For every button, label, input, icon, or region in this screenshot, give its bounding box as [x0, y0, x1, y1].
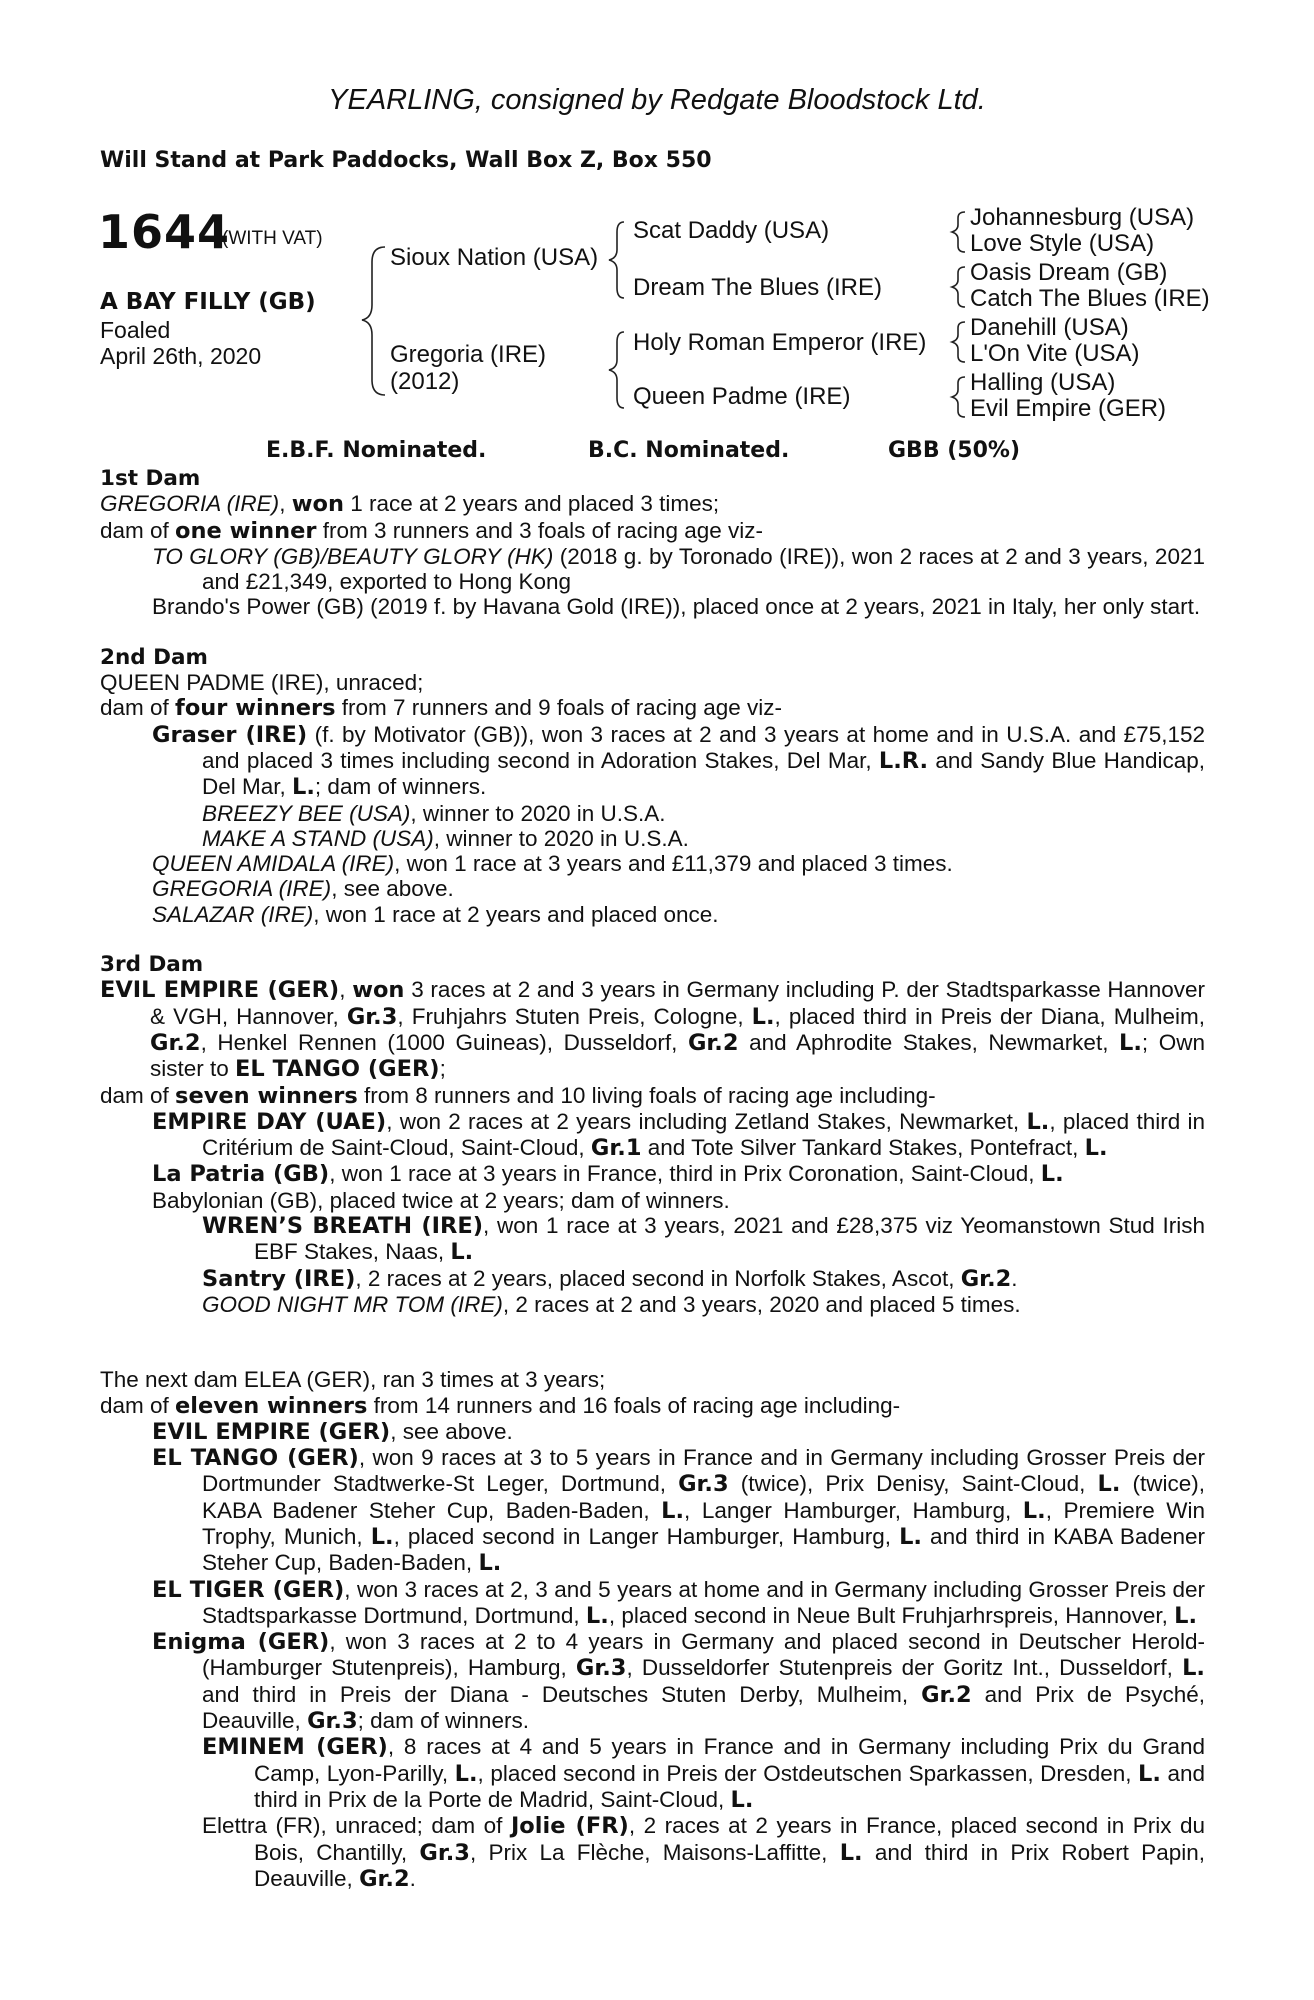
gg-7: Halling (USA)	[970, 369, 1116, 396]
third-dam-grand-2: Santry (IRE), 2 races at 2 years, placed second in Norfolk Stakes, Ascot, Gr.2.	[202, 1265, 1018, 1292]
gbb-status: GBB (50%)	[888, 438, 1021, 463]
next-dam-grand-1: EMINEM (GER), 8 races at 4 and 5 years in France and in Germany including Prix du Grand Camp, Lyon-Parilly, L., placed second in Preis der Ostdeutschen Sparkassen, Dresden, L. and third in Prix de la Porte de Madrid, Saint-Cloud, L.	[202, 1734, 1206, 1813]
brace-g4	[952, 377, 965, 417]
gg-6: L'On Vite (USA)	[970, 340, 1140, 367]
lot-number: 1644	[98, 205, 231, 259]
brace-g3	[952, 322, 965, 362]
second-dam-runner-2: QUEEN AMIDALA (IRE), won 1 race at 3 years and £11,379 and placed 3 times.	[152, 851, 953, 877]
foaled-date: April 26th, 2020	[100, 343, 262, 369]
horse-description: A BAY FILLY (GB)	[100, 289, 316, 315]
next-dam-produce: dam of eleven winners from 14 runners and 16 foals of racing age including-	[100, 1392, 901, 1419]
first-dam-runner-2: Brando's Power (GB) (2019 f. by Havana Gold (IRE)), placed once at 2 years, 2021 in Italy, her only start.	[152, 594, 1201, 620]
bc-nomination: B.C. Nominated.	[588, 438, 790, 463]
gg-4: Catch The Blues (IRE)	[970, 285, 1210, 312]
second-dam-runner-3: GREGORIA (IRE), see above.	[152, 876, 454, 902]
page-title: YEARLING, consigned by Redgate Bloodstock Ltd.	[328, 84, 986, 116]
second-dam-heading: 2nd Dam	[100, 644, 208, 670]
vat-note: (WITH VAT)	[222, 228, 323, 249]
sire-dam: Dream The Blues (IRE)	[633, 274, 882, 301]
third-dam-runner-1: EMPIRE DAY (UAE), won 2 races at 2 years including Zetland Stakes, Newmarket, L., placed third in Critérium de Saint-Cloud, Saint-Cloud, Gr.1 and Tote Silver Tankard Stakes, Pontefract, L.	[152, 1108, 1205, 1162]
second-dam-runner-1: Graser (IRE) (f. by Motivator (GB)), won 3 races at 2 and 3 years at home and in U.S.A. and £75,152 and placed 3 times including second in Adoration Stakes, Del Mar, L.R. and Sandy Blue Handicap, Del Mar, L.; dam of winners.	[152, 721, 1206, 801]
sire-sire: Scat Daddy (USA)	[633, 217, 830, 244]
dam-sire: Holy Roman Emperor (IRE)	[633, 329, 927, 356]
second-dam-line: QUEEN PADME (IRE), unraced;	[100, 670, 424, 696]
brace-dam	[609, 332, 624, 408]
next-dam-runner-3: EL TIGER (GER), won 3 races at 2, 3 and 5 years at home and in Germany including Grosser Preis der Stadtsparkasse Dortmund, Dortmund, L., placed second in Neue Bult Fruhjarhrspreis, Hannover, L.	[152, 1576, 1205, 1629]
foaled-label: Foaled	[100, 317, 171, 343]
next-dam-line: The next dam ELEA (GER), ran 3 times at 3 years;	[100, 1367, 606, 1393]
stand-location: Will Stand at Park Paddocks, Wall Box Z, Box 550	[100, 148, 712, 173]
brace-main	[362, 247, 385, 395]
first-dam-heading: 1st Dam	[100, 466, 201, 491]
second-dam-grand-1: BREEZY BEE (USA), winner to 2020 in U.S.A.	[202, 800, 666, 826]
dam-dam: Queen Padme (IRE)	[633, 383, 851, 410]
brace-g2	[952, 267, 965, 307]
catalogue-body	[100, 466, 1205, 1892]
next-dam-runner-1: EVIL EMPIRE (GER), see above.	[152, 1418, 513, 1445]
first-dam-line: GREGORIA (IRE), won 1 race at 2 years and placed 3 times;	[100, 491, 720, 518]
third-dam-grand-1: WREN’S BREATH (IRE), won 1 race at 3 years, 2021 and £28,375 viz Yeomanstown Stud Irish EBF Stakes, Naas, L.	[202, 1213, 1205, 1266]
ebf-nomination: E.B.F. Nominated.	[266, 438, 487, 463]
third-dam-produce: dam of seven winners from 8 runners and 10 living foals of racing age including-	[100, 1082, 936, 1109]
brace-g1	[952, 212, 965, 252]
next-dam-grand-2: Elettra (FR), unraced; dam of Jolie (FR), 2 races at 2 years in France, placed second in Prix du Bois, Chantilly, Gr.3, Prix La Flèche, Maisons-Laffitte, L. and third in Prix Robert Papin, Deauville, Gr.2.	[202, 1813, 1206, 1892]
next-dam-runner-4: Enigma (GER), won 3 races at 2 to 4 years in Germany and placed second in Deutscher Herold-(Hamburger Stutenpreis), Hamburg, Gr.3, Dusseldorfer Stutenpreis der Goritz Int., Dusseldorf, L. and third in Preis der Diana - Deutsches Stuten Derby, Mulheim, Gr.2 and Prix de Psyché, Deauville, Gr.3; dam of winners.	[152, 1629, 1205, 1735]
second-dam-grand-2: MAKE A STAND (USA), winner to 2020 in U.S.A.	[202, 825, 689, 851]
gg-3: Oasis Dream (GB)	[970, 259, 1168, 286]
gg-8: Evil Empire (GER)	[970, 395, 1167, 422]
first-dam-produce: dam of one winner from 3 runners and 3 foals of racing age viz-	[100, 517, 763, 544]
gg-1: Johannesburg (USA)	[970, 204, 1195, 231]
brace-sire	[609, 222, 624, 298]
next-dam-runner-2: EL TANGO (GER), won 9 races at 3 to 5 years in France and in Germany including Grosser Preis der Dortmunder Stadtwerke-St Leger, Dortmund, Gr.3 (twice), Prix Denisy, Saint-Cloud, L. (twice), KABA Badener Steher Cup, Baden-Baden, L., Langer Hamburger, Hamburg, L., Premiere Win Trophy, Munich, L., placed second in Langer Hamburger, Hamburg, L. and third in KABA Badener Steher Cup, Baden-Baden, L.	[152, 1445, 1206, 1577]
first-dam-runner-1: TO GLORY (GB)/BEAUTY GLORY (HK) (2018 g. by Toronado (IRE)), won 2 races at 2 and 3 years, 2021 and £21,349, exported to Hong Kong	[152, 543, 1205, 595]
third-dam-line: EVIL EMPIRE (GER), won 3 races at 2 and 3 years in Germany including P. der Stadtsparkasse Hannover & VGH, Hannover, Gr.3, Fruhjahrs Stuten Preis, Cologne, L., placed third in Preis der Diana, Mulheim, Gr.2, Henkel Rennen (1000 Guineas), Dusseldorf, Gr.2 and Aphrodite Stakes, Newmarket, L.; Own sister to EL TANGO (GER);	[100, 977, 1205, 1083]
third-dam-runner-2: La Patria (GB), won 1 race at 3 years in France, third in Prix Coronation, Saint-Cloud, L.	[152, 1161, 1064, 1188]
third-dam-runner-3: Babylonian (GB), placed twice at 2 years; dam of winners.	[152, 1187, 730, 1213]
third-dam-grand-3: GOOD NIGHT MR TOM (IRE), 2 races at 2 and 3 years, 2020 and placed 5 times.	[202, 1291, 1021, 1317]
dam: Gregoria (IRE)	[390, 341, 547, 368]
third-dam-heading: 3rd Dam	[100, 952, 204, 978]
dam-year: (2012)	[390, 368, 460, 395]
second-dam-produce: dam of four winners from 7 runners and 9 foals of racing age viz-	[100, 695, 783, 722]
gg-2: Love Style (USA)	[970, 230, 1155, 257]
sire: Sioux Nation (USA)	[390, 244, 599, 271]
gg-5: Danehill (USA)	[970, 314, 1129, 341]
second-dam-runner-4: SALAZAR (IRE), won 1 race at 2 years and placed once.	[152, 901, 719, 927]
